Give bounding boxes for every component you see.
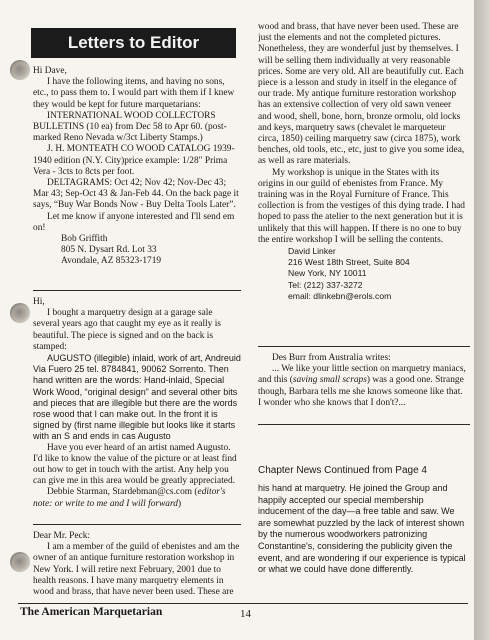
letter-paragraph: I have the following items, and having no sons, etc., to pass them to. I would part with them if I knew they would be kept for future marquetarians: <box>33 77 235 110</box>
letter-burr <box>258 353 468 409</box>
divider <box>258 424 470 425</box>
binder-hole-middle <box>10 303 30 323</box>
binder-hole-top <box>10 60 30 80</box>
editor-note: editor's note: or write to me and I will forward <box>33 487 226 509</box>
signature-text: ) <box>177 498 182 509</box>
chapter-news-body <box>258 483 468 576</box>
letter-griffith <box>33 66 241 268</box>
letter-paragraph <box>258 364 468 409</box>
signature-address: New York, NY 10011 <box>288 268 367 279</box>
letter-paragraph: wood and brass, that have never been used. These are just the elements and not the completed pictures. Nonetheless, they are wonderful just by themselves. I will be selling them individually at very reasonable prices. Some are very old. All are beautifully cut. Each piece is a lesson and study in itself in the elegance of our trade. My antique furniture restoration workshop has an extensive collection of very old sawn veneer and wood, shell, bone, horn, bronze ormolu, old locks and keys, marquetry saws (chevalet le marqueteur circa, 1850) ceiling marquetry saw (circa 1875), work benches, old tools, etc., etc, just to give you some idea, as well as rare materials. <box>258 22 465 167</box>
letter-item: INTERNATIONAL WOOD COLLECTORS BULLETINS (10 ea) from Dec 58 to Apr 60. (post-marked Reno Nevada w/3ct Liberty Stamps.) <box>33 110 227 144</box>
letter-text: ) was a good one. Strange though, Barbara tells me she knows someone like that. I wonder who she knows that I don't?... <box>258 375 464 408</box>
binder-hole-bottom <box>10 552 30 572</box>
divider <box>33 524 241 525</box>
letter-item: J. H. MONTEATH CO WOOD CATALOG 1939-1940 edition (N.Y. City)price example: 1/28" Prima Vera - 3cts to 8cts per foot. <box>33 144 235 177</box>
letter-salutation: Hi Dave, <box>33 66 67 76</box>
publication-title: The American Marquetarian <box>20 606 163 618</box>
letter-signature <box>33 487 241 509</box>
letter-text: ... We like your little section on marquetry maniacs, and this ( <box>258 364 466 386</box>
letter-paragraph: Have you ever heard of an artist named Augusto. I'd like to know the value of the picture or at least find out how to get in touch with the artist. Any help you can give me in this area would be greatly appreciated. <box>33 442 237 487</box>
footer-rule <box>18 603 468 604</box>
page-edge <box>474 0 490 640</box>
chapter-news-text: his hand at marquetry. He joined the Group and happily accepted our special membership inducement of the day—a free table and saw. We are somewhat puzzled by the lack of interest shown by the numerous woodworkers patronizing Constantine's, considering the publicity given the event, and are wondering if our experience is typical or what we could have done differently. <box>258 483 466 575</box>
section-title: Letters to Editor <box>31 28 236 58</box>
signature-phone: Tel: (212) 337-3272 <box>288 279 363 290</box>
signature-name: Bob Griffith <box>61 234 108 245</box>
letter-linker-continued <box>258 22 466 307</box>
signature-address: 805 N. Dysart Rd. Lot 33 <box>61 245 157 256</box>
letter-intro: Des Burr from Australia writes: <box>272 353 391 363</box>
letter-salutation: Hi, <box>33 297 45 307</box>
signature-name: David Linker <box>288 246 336 257</box>
chapter-news-heading: Chapter News Continued from Page 4 <box>258 465 427 476</box>
signature-address: 216 West 18th Street, Suite 804 <box>288 257 410 268</box>
divider <box>258 346 470 347</box>
signature-address: Avondale, AZ 85323-1719 <box>61 256 162 267</box>
letter-salutation: Dear Mr. Peck: <box>33 531 91 541</box>
signature-email: email: dlinkebn@erols.com <box>288 290 392 301</box>
signature-text: Debbie Starman, Stardebman@cs.com ( <box>47 487 198 498</box>
letter-starman <box>33 297 241 510</box>
letter-linker-start <box>33 531 241 598</box>
letter-emphasis: saving small scraps <box>292 375 367 386</box>
letter-item: DELTAGRAMS: Oct 42; Nov 42; Nov-Dec 43; Mar 43; Sep-Oct 43 & Jan-Feb 44. On the back page it says, “Buy War Bonds Now - Buy Deltа Tools Later”. <box>33 178 239 211</box>
letter-paragraph: My workshop is unique in the States with its origins in our guild of ebenistes from France. My training was in the Royal Furniture of France. This collection is from the vestiges of this dying trade. I had hoped to pass the atelier to the next generation but it is unlikely that this will happen. If there is no one to buy the entire workshop I will be selling the contents. <box>258 167 465 245</box>
letter-paragraph: I bought a marquetry design at a garage sale several years ago that caught my eye as it really is beautiful. The piece is signed and on the back is stamped: <box>33 308 221 352</box>
letter-paragraph: I am a member of the guild of ebenistes and am the owner of an antique furniture restoration workshop in New York. I will retire next February, 2001 due to health reasons. I have many marquetry elements in wood and brass, that have never been used. These are <box>33 542 240 598</box>
divider <box>33 290 241 291</box>
letter-closing: Let me know if anyone interested and I'll send em on! <box>33 211 235 233</box>
page-number: 14 <box>240 608 251 620</box>
letter-linker-flow <box>258 22 466 302</box>
letter-paragraph: AUGUSTO (illegible) inlaid, work of art, Andreuid Via Fuero 25 tel. 8784841, 90062 Sorrento. Then hand written are the words: Hand-inlaid, Special Work Wood, “original design” and several other bits and pieces that are illegible but there are the words rose wood that I can make out. In the front it is signed by (first name illegible but looks like it starts with an S and ends in cas Augusto <box>33 353 241 442</box>
